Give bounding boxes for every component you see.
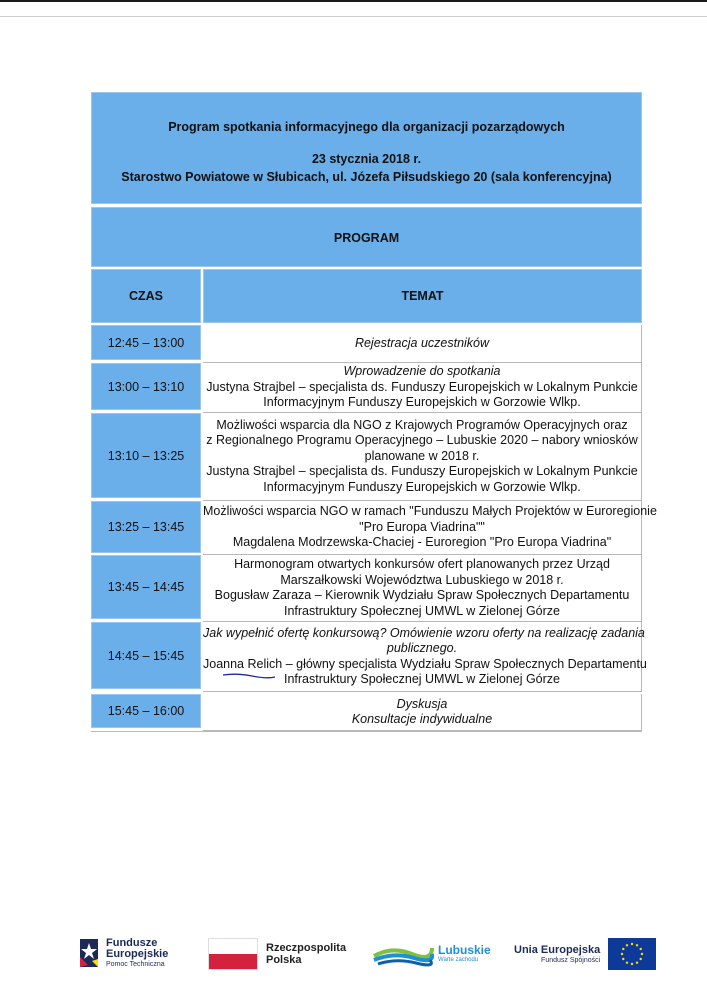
topic-line: "Pro Europa Viadrina"": [359, 519, 485, 534]
topic-cell: [203, 694, 642, 731]
topic-line: Dyskusja: [396, 696, 448, 711]
time-text: 12:45 – 13:00: [107, 335, 185, 350]
rp-line2: Polska: [266, 954, 302, 966]
program-venue: Starostwo Powiatowe w Słubicach, ul. Józefa Piłsudskiego 20 (sala konferencyjna): [121, 170, 612, 184]
lubuskie-logo: [372, 940, 491, 968]
time-text: 13:00 – 13:10: [107, 379, 185, 394]
time-cell: [91, 413, 201, 498]
column-header-topic: TEMAT: [203, 269, 642, 323]
time-text: 15:45 – 16:00: [107, 704, 185, 718]
time-cell: [91, 694, 201, 728]
topic-line: planowane w 2018 r.: [364, 448, 480, 463]
topic-line: Justyna Strajbel – specjalista ds. Funduszy Europejskich w Lokalnym Punkcie: [206, 379, 638, 394]
topic-line: Harmonogram otwartych konkursów ofert planowanych przez Urząd: [234, 557, 610, 571]
time-text: 13:10 – 13:25: [107, 448, 185, 463]
time-cell: [91, 501, 201, 553]
rzeczpospolita-logo: [208, 938, 346, 970]
footer-logos: [0, 928, 707, 978]
rp-line1: Rzeczpospolita: [266, 942, 347, 954]
topic-line: Wprowadzenie do spotkania: [343, 364, 501, 379]
fe-line2: Europejskie: [106, 947, 169, 960]
topic-line: Rejestracja uczestników: [354, 335, 490, 350]
polish-flag-icon: [208, 938, 258, 970]
program-date: 23 stycznia 2018 r.: [311, 152, 422, 166]
time-cell: [91, 363, 201, 410]
time-text: 13:25 – 13:45: [107, 520, 185, 534]
topic-cell: [203, 622, 647, 692]
program-header: [91, 92, 642, 204]
fundusze-europejskie-logo: [78, 935, 168, 971]
time-text: 13:45 – 14:45: [107, 580, 185, 594]
column-header-time: CZAS: [91, 269, 201, 323]
topic-line: Konsultacje indywidualne: [351, 712, 493, 726]
unia-europejska-logo: [514, 938, 656, 970]
scan-edge-top: [0, 0, 707, 2]
program-title: Program spotkania informacyjnego dla organizacji pozarządowych: [168, 120, 565, 134]
fe-sub: Pomoc Techniczna: [106, 960, 165, 968]
topic-line: Możliwości wsparcia dla NGO z Krajowych Programów Operacyjnych oraz: [216, 417, 628, 432]
topic-line: Magdalena Modrzewska-Chaciej - Euroregion "Pro Europa Viadrina": [232, 535, 612, 550]
ue-sub: Fundusz Spójności: [541, 956, 601, 964]
topic-line: Justyna Strajbel – specjalista ds. Funduszy Europejskich w Lokalnym Punkcie: [206, 464, 638, 479]
scan-line: [0, 16, 707, 17]
topic-line: Infrastruktury Społecznej UMWL w Zielonej Górze: [283, 603, 561, 618]
ue-name: Unia Europejska: [514, 943, 601, 956]
topic-line: Możliwości wsparcia NGO w ramach "Funduszu Małych Projektów w Euroregionie: [203, 504, 657, 519]
topic-cell: [203, 501, 657, 555]
lubuskie-wave-icon: [372, 940, 434, 968]
eu-flag-icon: [608, 938, 656, 970]
fe-star-icon: [78, 935, 100, 971]
lubuskie-name: Lubuskie: [438, 943, 491, 957]
topic-cell: [203, 555, 642, 622]
pen-underline-mark: [222, 673, 276, 679]
time-text: 14:45 – 15:45: [107, 648, 185, 663]
time-cell: [91, 622, 201, 689]
topic-line: Infrastruktury Społecznej UMWL w Zielonej Górze: [283, 672, 561, 686]
topic-line: Bogusław Zaraza – Kierownik Wydziału Spraw Społecznych Departamentu: [214, 588, 630, 602]
topic-cell: [203, 325, 642, 363]
topic-line: z Regionalnego Programu Operacyjnego – Lubuskie 2020 – nabory wniosków: [206, 433, 638, 448]
topic-line: Marszałkowski Województwa Lubuskiego w 2018 r.: [280, 572, 564, 587]
fe-line1: Fundusze: [106, 936, 158, 949]
topic-line: Informacyjnym Funduszy Europejskich w Gorzowie Wlkp.: [263, 395, 581, 410]
topic-line: publicznego.: [386, 641, 458, 655]
time-cell: [91, 555, 201, 619]
topic-cell: [203, 413, 642, 501]
program-label: PROGRAM: [91, 207, 642, 267]
topic-line: Joanna Relich – główny specjalista Wydziału Spraw Społecznych Departamentu: [203, 656, 647, 671]
table-bottom-rule: [91, 731, 642, 732]
time-cell: [91, 325, 201, 360]
topic-line: Informacyjnym Funduszy Europejskich w Gorzowie Wlkp.: [263, 479, 581, 494]
topic-line: Jak wypełnić ofertę konkursową? Omówienie wzoru oferty na realizację zadania: [203, 625, 645, 640]
topic-cell: [203, 363, 642, 413]
lubuskie-sub: Warte zachodu: [438, 957, 479, 963]
